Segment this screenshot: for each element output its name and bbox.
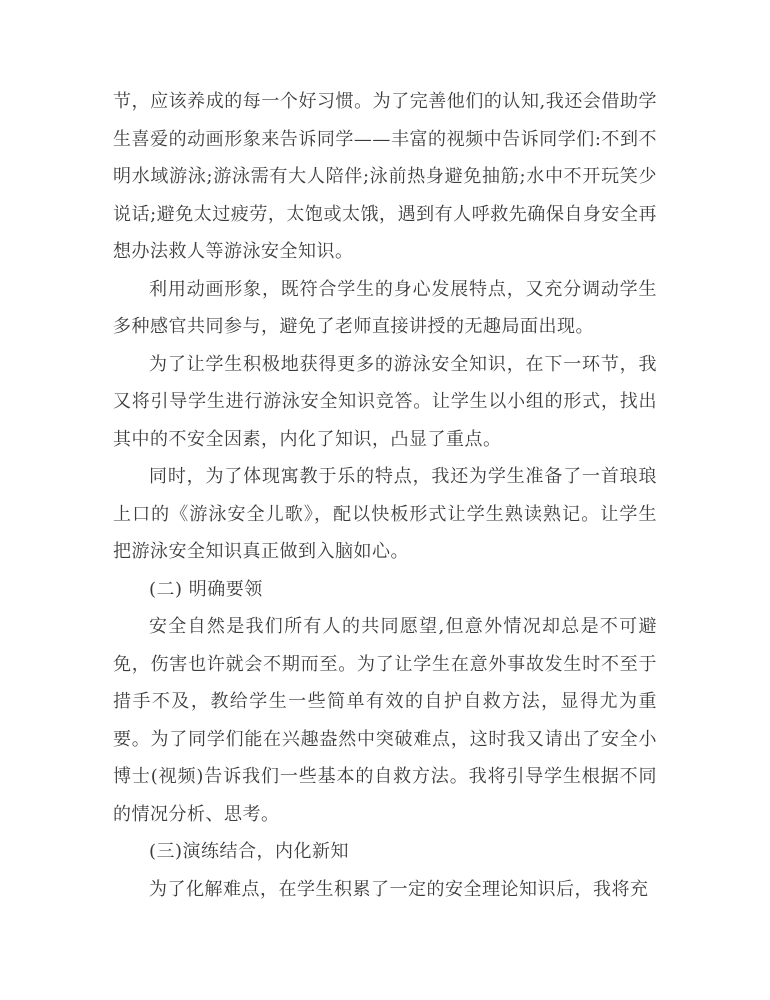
paragraph-continuation: 节，应该养成的每一个好习惯。为了完善他们的认知,我还会借助学生喜爱的动画形象来告诉同学——丰富的视频中告诉同学们:不到不明水域游泳;游泳需有大人陪伴;泳前热身避免抽筋;水中不开玩笑少说话;避免太过疲劳，太饱或太饿，遇到有人呼救先确保自身安全再想办法救人等游泳安全知识。	[113, 91, 657, 262]
section-heading-3: (三)演练结合，内化新知	[149, 841, 350, 862]
paragraph-drill-intro: 为了化解难点，在学生积累了一定的安全理论知识后，我将充	[149, 878, 649, 900]
paragraph-animation-benefit: 利用动画形象，既符合学生的身心发展特点，又充分调动学生多种感官共同参与，避免了老师直接讲授的无趣局面出现。	[113, 278, 657, 337]
paragraph-self-rescue: 安全自然是我们所有人的共同愿望,但意外情况却总是不可避免，伤害也许就会不期而至。为了让学生在意外事故发生时不至于措手不及，教给学生一些简单有效的自护自救方法，显得尤为重要。为了同学们能在兴趣盎然中突破难点，这时我又请出了安全小博士(视频)告诉我们一些基本的自救方法。我将引导学生根据不同的情况分析、思考。	[113, 616, 657, 825]
paragraph-quiz-activity: 为了让学生积极地获得更多的游泳安全知识，在下一环节，我又将引导学生进行游泳安全知识竞答。让学生以小组的形式，找出其中的不安全因素，内化了知识，凸显了重点。	[113, 353, 657, 450]
section-heading-2: (二) 明确要领	[149, 578, 263, 600]
paragraph-safety-song: 同时，为了体现寓教于乐的特点，我还为学生准备了一首琅琅上口的《游泳安全儿歌》，配以快板形式让学生熟读熟记。让学生把游泳安全知识真正做到入脑如心。	[113, 466, 657, 562]
